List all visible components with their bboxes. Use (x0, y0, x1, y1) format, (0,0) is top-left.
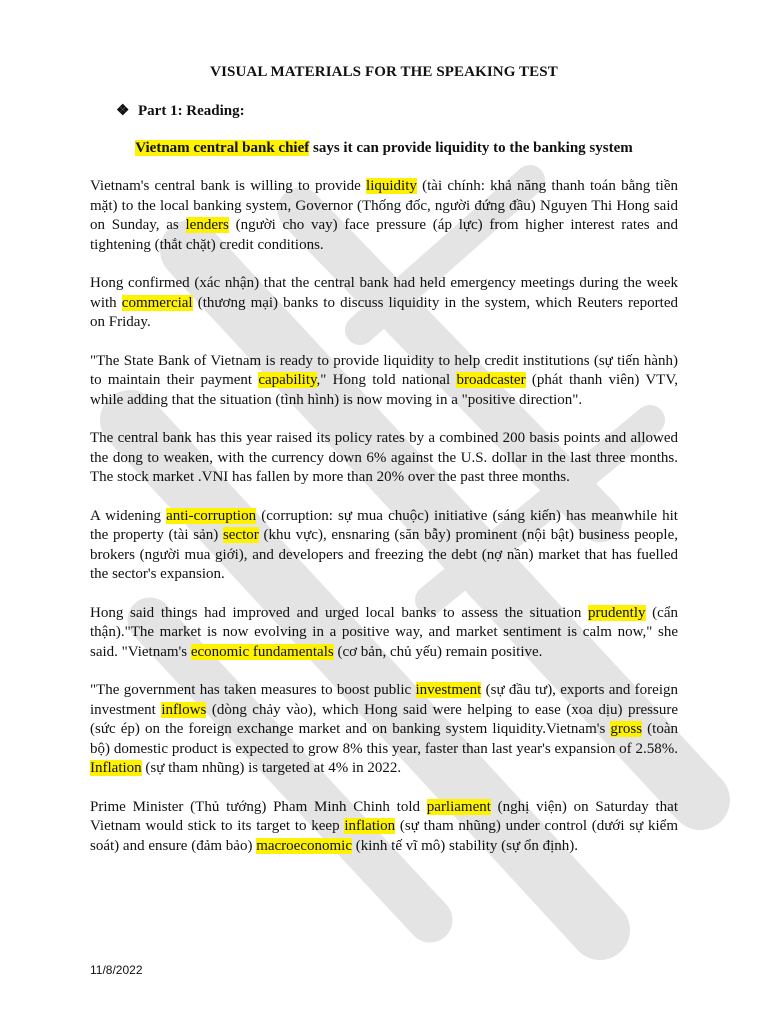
paragraph-text: (khu vực), ensnaring (săn bẫy) prominent (nội bật) business people, brokers (người mua giới), and developers and freezing the debt (nợ nần) market that has fuelled the sector's expansion. (90, 527, 678, 582)
highlighted-term: Inflation (90, 760, 142, 776)
headline-highlight: Vietnam central bank chief (135, 140, 310, 156)
highlighted-term: lenders (185, 217, 229, 233)
paragraph (90, 681, 678, 779)
paragraph (90, 274, 678, 333)
paragraph-text: (cẩn thận)."The market is now evolving in a positive way, and market sentiment is calm now," she said. "Vietnam's (90, 604, 678, 660)
article-headline (0, 140, 768, 157)
paragraph-text: (người cho vay) face pressure (áp lực) from higher interest rates and tightening (thắt chặt) credit conditions. (90, 217, 678, 253)
paragraph-text: A widening (90, 507, 167, 524)
footer-date: 11/8/2022 (90, 963, 143, 977)
highlighted-term: gross (610, 721, 643, 737)
highlighted-term: inflows (161, 701, 207, 718)
highlighted-term: commercial (121, 294, 193, 311)
paragraph-text: Hong confirmed (xác nhận) that the central bank had held emergency meetings during the week with (90, 275, 678, 311)
paragraph-text: (tài chính: khả năng thanh toán bằng tiền mặt) to the local banking system, Governor (Thống đốc, người đứng đầu) Nguyen Thi Hong said on Sunday, as (90, 178, 678, 233)
highlighted-term: inflation (344, 818, 396, 834)
paragraph-text: Prime Minister (Thủ tướng) Pham Minh Chinh told (90, 798, 427, 815)
paragraph-text: ," Hong told national (316, 372, 457, 388)
document-title: VISUAL MATERIALS FOR THE SPEAKING TEST (210, 64, 558, 80)
paragraph (90, 507, 678, 585)
highlighted-term: economic fundamentals (190, 643, 334, 660)
paragraph (90, 798, 678, 857)
paragraph-text: (corruption: sự mua chuộc) initiative (sáng kiến) has meanwhile hit the property (tài sản) (90, 507, 678, 543)
paragraph-text: (kinh tế vĩ mô) stability (sự ổn định). (351, 837, 579, 854)
highlighted-term: macroeconomic (256, 837, 352, 854)
highlighted-term: sector (222, 527, 259, 543)
paragraph-text: (cơ bản, chủ yếu) remain positive. (333, 643, 543, 660)
highlighted-term: capability (258, 372, 317, 388)
paragraph-text: (sự tham nhũng) is targeted at 4% in 2022. (141, 760, 402, 776)
part-heading (116, 101, 245, 120)
highlighted-term: investment (415, 682, 482, 698)
paragraph-text: (dòng chảy vào), which Hong said were helping to ease (xoa dịu) pressure (sức ép) on the foreign exchange market and on banking system liquidity.Vietnam's (90, 701, 679, 737)
diamond-bullet-icon: ❖ (116, 103, 130, 119)
highlighted-term: liquidity (366, 178, 417, 194)
paragraph-text: Vietnam's central bank is willing to provide (90, 178, 367, 194)
paragraph (90, 177, 678, 255)
article-body (90, 177, 678, 875)
highlighted-term: prudently (588, 604, 646, 621)
paragraph-text: "The government has taken measures to boost public (90, 682, 416, 698)
paragraph-text: (nghị viện) on Saturday that Vietnam would stick to its target to keep (90, 798, 678, 834)
paragraph (90, 429, 678, 488)
highlighted-term: anti-corruption (166, 507, 257, 524)
paragraph-text: (sự đầu tư), exports and foreign investment (90, 682, 678, 718)
paragraph-text: (thương mại) banks to discuss liquidity in the system, which Reuters reported on Friday. (90, 294, 678, 330)
headline-rest: says it can provide liquidity to the banking system (309, 140, 633, 156)
paragraph-text: (phát thanh viên) VTV, while adding that the situation (tình hình) is now moving in a "positive direction". (90, 372, 678, 408)
paragraph-text: Hong said things had improved and urged local banks to assess the situation (90, 604, 589, 621)
paragraph-text: The central bank has this year raised its policy rates by a combined 200 basis points and allowed the dong to weaken, with the currency down 6% against the U.S. dollar in the last three months. The stock market .VNI has fallen by more than 20% over the past three months. (90, 430, 678, 485)
paragraph (90, 604, 678, 663)
highlighted-term: broadcaster (456, 372, 526, 388)
paragraph (90, 352, 678, 411)
paragraph-text: (toàn bộ) domestic product is expected to grow 8% this year, faster than last year's expansion of 2.58%. (90, 721, 678, 757)
part-label: Part 1: Reading: (138, 103, 245, 119)
paragraph-text: (sự tham nhũng) under control (dưới sự kiểm soát) and ensure (đảm bảo) (90, 818, 679, 854)
paragraph-text: "The State Bank of Vietnam is ready to provide liquidity to help credit institutions (sự tiến hành) to maintain their payment (90, 352, 678, 388)
highlighted-term: parliament (426, 798, 491, 815)
